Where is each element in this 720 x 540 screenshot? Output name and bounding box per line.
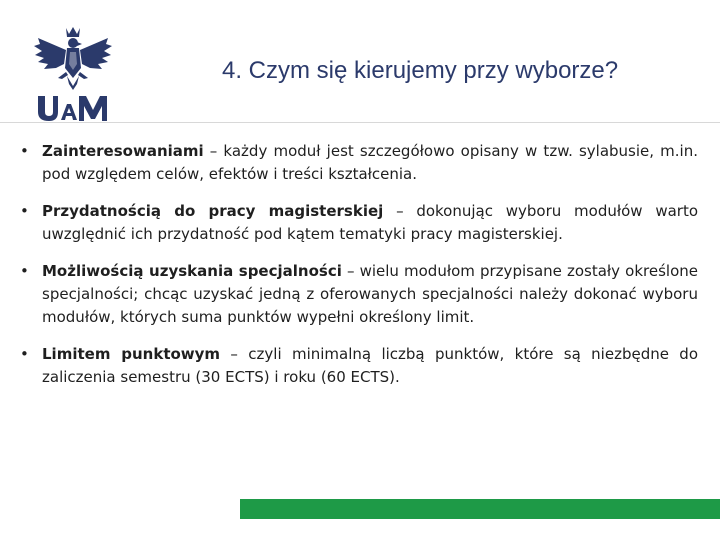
eagle-icon [30,24,116,124]
bullet-marker: • [20,345,29,363]
uam-logo [30,24,116,124]
footer-accent-bar [240,499,720,519]
bullet-term: Przydatnością do pracy magisterskiej [42,202,384,220]
bullet-term: Możliwością uzyskania specjalności [42,262,342,280]
bullet-item-thesis-usefulness [20,200,698,246]
header-divider [0,122,720,123]
bullet-item-interests [20,140,698,186]
slide-title: 4. Czym się kierujemy przy wyborze? [222,57,619,84]
bullet-marker: • [20,262,29,280]
bullet-description: – dokonując wyboru modułów warto uwzględnić ich przydatność pod kątem tematyki pracy magisterskiej. [42,202,699,243]
bullet-marker: • [20,202,29,220]
bullet-term: Zainteresowaniami [42,142,204,160]
bullet-term: Limitem punktowym [42,345,221,363]
bullet-description: – czyli minimalną liczbą punktów, które są niezbędne do zaliczenia semestru (30 ECTS) i roku (60 ECTS). [42,345,699,386]
bullet-marker: • [20,142,29,160]
bullet-item-point-limit [20,343,698,389]
bullet-description: – każdy moduł jest szczegółowo opisany w tzw. sylabusie, m.in. pod względem celów, efektów i treści kształcenia. [42,142,698,183]
bullet-description: – wielu modułom przypisane zostały określone specjalności; chcąc uzyskać jedną z oferowanych specjalności należy dokonać wyboru modułów, których suma punktów wypełni określony limit. [42,262,698,326]
bullet-list [20,140,698,403]
bullet-item-specialization [20,260,698,329]
